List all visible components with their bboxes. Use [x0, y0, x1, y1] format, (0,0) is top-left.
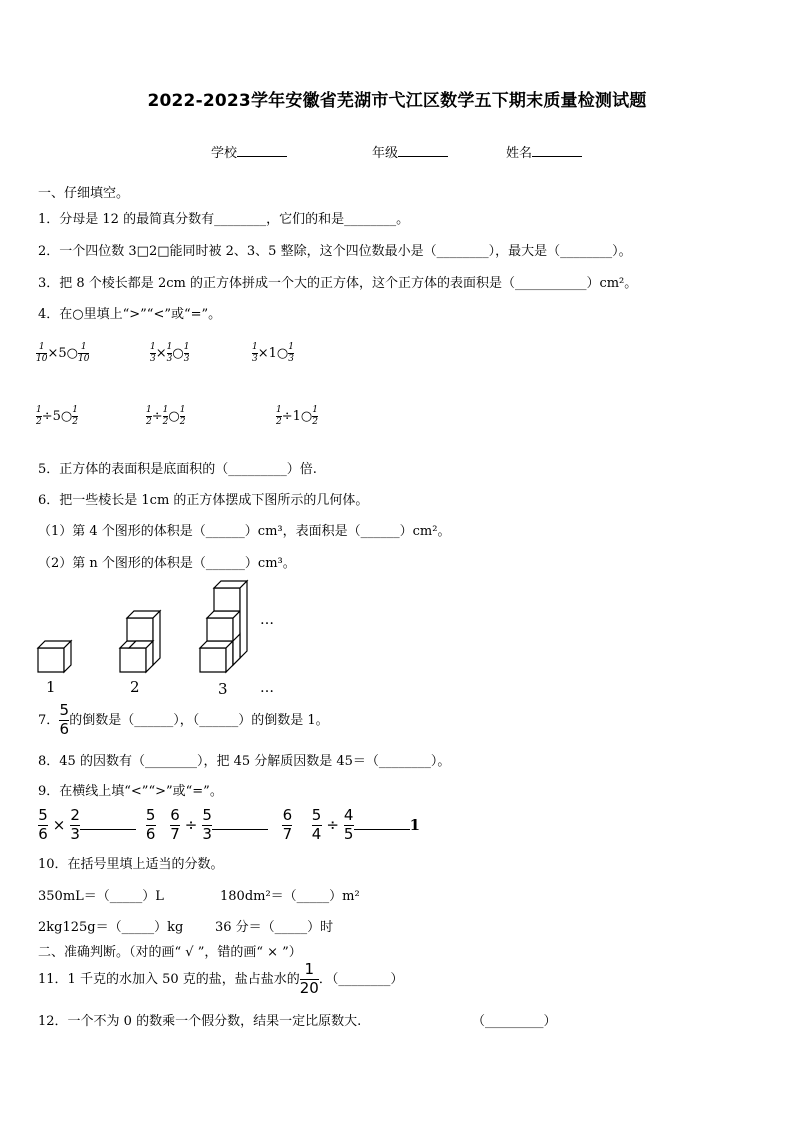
question-2: 2．一个四位数 3□2□能同时被 2、3、5 整除，这个四位数最小是（________），最大是（________）。	[38, 244, 632, 259]
cube-stack-figure	[30, 576, 290, 700]
question-10-b: 180dm²＝（_____）m²	[220, 889, 360, 904]
question-10-c: 2kg125g＝（_____）kg	[38, 920, 184, 935]
cube-figure-2	[120, 611, 160, 672]
question-4: 4．在○里填上“>”“<”或“=”。	[38, 307, 222, 322]
ellipsis-top: …	[260, 612, 274, 628]
question-6-part-2: （2）第 n 个图形的体积是（______）cm³。	[38, 556, 296, 571]
question-5: 5．正方体的表面积是底面积的（_________）倍.	[38, 462, 317, 477]
question-6: 6．把一些棱长是 1cm 的正方体摆成下图所示的几何体。	[38, 493, 369, 508]
question-1: 1．分母是 12 的最简真分数有________，它们的和是________。	[38, 212, 410, 227]
compare-item-c: $\frac{1}{3}$ ×1○ $\frac{1}{3}$	[252, 342, 294, 364]
question-6-part-1: （1）第 4 个图形的体积是（______）cm³，表面积是（______）cm²。	[38, 524, 451, 539]
section-2-heading: 二、准确判断。（对的画“ √ ”，错的画“ × ”）	[38, 945, 302, 960]
question-10-a: 350mL＝（_____）L	[38, 889, 164, 904]
question-9: 9．在横线上填“<”“>”或“=”。	[38, 784, 223, 799]
figure-label-1: 1	[46, 678, 56, 696]
school-label: 学校	[211, 146, 238, 161]
figure-label-2: 2	[130, 678, 140, 696]
question-7: 7． $\frac{5}{6}$ 的倒数是（______），（______）的倒数是 1。	[38, 701, 329, 738]
figure-label-3: 3	[218, 680, 228, 698]
cube-figure-3	[200, 581, 247, 672]
grade-field[interactable]	[372, 142, 448, 161]
compare-item-e: $\frac{1}{2}$ ÷ $\frac{1}{2}$ ○ $\frac{1}{2}$	[146, 405, 186, 427]
page-title: 2022-2023学年安徽省芜湖市弋江区数学五下期末质量检测试题	[147, 91, 647, 111]
cube-figure-1	[38, 641, 71, 672]
grade-label: 年级	[372, 146, 399, 161]
question-8: 8．45 的因数有（________），把 45 分解质因数是 45＝（________）。	[38, 754, 451, 769]
question-10: 10．在括号里填上适当的分数。	[38, 857, 224, 872]
ellipsis-bottom: …	[260, 680, 274, 696]
compare-item-f: $\frac{1}{2}$ ÷1○ $\frac{1}{2}$	[276, 405, 318, 427]
question-3: 3．把 8 个棱长都是 2cm 的正方体拼成一个大的正方体，这个正方体的表面积是（___________）cm²。	[38, 276, 638, 291]
compare-item-a: $\frac{1}{10}$ ×5○ $\frac{1}{10}$	[36, 342, 90, 364]
school-field[interactable]	[211, 142, 287, 161]
compare-item-b: $\frac{1}{3}$ × $\frac{1}{3}$ ○ $\frac{1}{3}$	[150, 342, 190, 364]
question-9-expressions: $\frac{5}{6}$ × $\frac{2}{3}$ $\frac{5}{6}$ $\frac{6}{7}$ ÷ $\frac{5}{3}$ $\frac{6}{7}$ $\frac{5}{4}$ ÷ $\frac{4}{5}$ 1	[38, 806, 421, 843]
question-12-answer-blank[interactable]: （_________）	[472, 1014, 557, 1029]
name-label: 姓名	[506, 146, 533, 161]
question-10-d: 36 分＝（_____）时	[215, 920, 334, 935]
question-11: 11．1 千克的水加入 50 克的盐，盐占盐水的 $\frac{1}{20}$ ．（________）	[38, 960, 404, 997]
compare-item-d: $\frac{1}{2}$ ÷5○ $\frac{1}{2}$	[36, 405, 78, 427]
name-field[interactable]	[506, 142, 582, 161]
question-12: 12．一个不为 0 的数乘一个假分数，结果一定比原数大.	[38, 1014, 362, 1029]
section-1-heading: 一、仔细填空。	[38, 186, 130, 201]
